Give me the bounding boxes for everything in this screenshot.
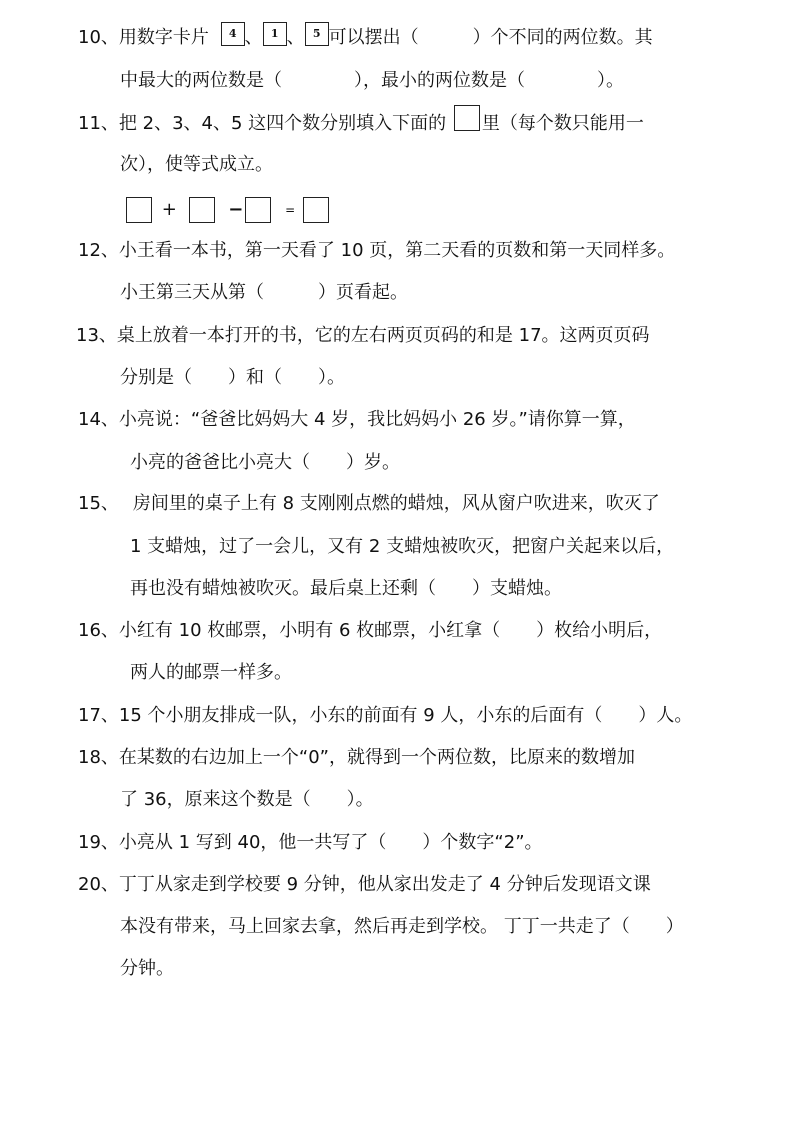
question-11-text-b: 里（每个数只能用一 xyxy=(481,113,644,134)
question-12-text: 小王看一本书，第一天看了 10 页，第二天看的页数和第一天同样多。 xyxy=(118,240,676,261)
equation-box-1[interactable] xyxy=(126,197,152,223)
equation-box-2[interactable] xyxy=(189,197,215,223)
question-20-line-1 xyxy=(78,873,651,897)
question-15-line-1 xyxy=(78,492,660,516)
digit-card-5: 5 xyxy=(305,22,329,46)
question-17-number: 17、 xyxy=(78,705,119,726)
question-11-line-1 xyxy=(78,111,644,137)
digit-card-4: 4 xyxy=(221,22,245,46)
question-14-text: 小亮说：“爸爸比妈妈大 4 岁，我比妈妈小 26 岁。”请你算一算， xyxy=(118,409,636,430)
question-11-text-a: 把 2、3、4、5 这四个数分别填入下面的 xyxy=(118,113,447,134)
question-10-number: 10、 xyxy=(78,27,119,48)
question-18-number: 18、 xyxy=(78,747,119,768)
question-10-line-2: 中最大的两位数是（ ），最小的两位数是（ ）。 xyxy=(120,70,624,91)
question-14-number: 14、 xyxy=(78,409,119,430)
separator: 、 xyxy=(286,27,305,48)
digit-card-1: 1 xyxy=(263,22,287,46)
question-13-number: 13、 xyxy=(76,325,117,346)
question-19-line-1 xyxy=(78,831,543,855)
equation-box-3[interactable] xyxy=(245,197,271,223)
question-17-line-1 xyxy=(78,704,692,728)
question-20-line-3: 分钟。 xyxy=(120,958,174,979)
question-15-text: 房间里的桌子上有 8 支刚刚点燃的蜡烛，风从窗户吹进来，吹灭了 xyxy=(132,493,660,514)
question-14-line-2: 小亮的爸爸比小亮大（ ）岁。 xyxy=(130,452,400,473)
question-10-text: 可以摆出（ ）个不同的两位数。其 xyxy=(328,27,653,48)
question-20-number: 20、 xyxy=(78,874,119,895)
question-15-number: 15、 xyxy=(78,493,119,514)
question-12-number: 12、 xyxy=(78,240,119,261)
separator: 、 xyxy=(244,27,263,48)
question-18-line-1 xyxy=(78,746,635,770)
question-20-text: 丁丁从家走到学校要 9 分钟，他从家出发走了 4 分钟后发现语文课 xyxy=(118,874,651,895)
minus-sign: − xyxy=(228,199,244,220)
question-11-number: 11、 xyxy=(78,113,119,134)
question-13-text: 桌上放着一本打开的书，它的左右两页页码的和是 17。这两页页码 xyxy=(116,325,650,346)
question-14-line-1 xyxy=(78,408,636,432)
question-17-text: 15 个小朋友排成一队，小东的前面有 9 人，小东的后面有（ ）人。 xyxy=(118,705,693,726)
question-12-line-2: 小王第三天从第（ ）页看起。 xyxy=(120,282,408,303)
equals-sign: = xyxy=(285,203,296,217)
question-13-line-2: 分别是（ ）和（ ）。 xyxy=(120,367,345,388)
question-15-line-3: 再也没有蜡烛被吹灭。最后桌上还剩（ ）支蜡烛。 xyxy=(130,578,562,599)
plus-sign: + xyxy=(161,199,177,220)
question-12-line-1 xyxy=(78,239,675,263)
question-16-text: 小红有 10 枚邮票，小明有 6 枚邮票，小红拿（ ）枚给小明后， xyxy=(118,620,663,641)
question-20-line-2: 本没有带来，马上回家去拿，然后再走到学校。 丁丁一共走了（ ） xyxy=(120,916,684,937)
question-11-line-2: 次），使等式成立。 xyxy=(120,154,273,175)
question-18-text: 在某数的右边加上一个“0”，就得到一个两位数，比原来的数增加 xyxy=(118,747,636,768)
question-19-number: 19、 xyxy=(78,832,119,853)
question-10-line-1 xyxy=(78,26,653,50)
question-13-line-1 xyxy=(76,324,650,348)
question-10-prefix: 用数字卡片 xyxy=(118,27,209,48)
question-16-number: 16、 xyxy=(78,620,119,641)
question-16-line-1 xyxy=(78,619,662,643)
question-18-line-2: 了 36，原来这个数是（ ）。 xyxy=(120,789,374,810)
answer-box-sample xyxy=(454,105,480,131)
question-16-line-2: 两人的邮票一样多。 xyxy=(130,662,292,683)
question-15-line-2: 1 支蜡烛，过了一会儿，又有 2 支蜡烛被吹灭，把窗户关起来以后， xyxy=(130,536,675,557)
equation-row xyxy=(126,197,329,223)
equation-box-4[interactable] xyxy=(303,197,329,223)
question-19-text: 小亮从 1 写到 40，他一共写了（ ）个数字“2”。 xyxy=(118,832,543,853)
